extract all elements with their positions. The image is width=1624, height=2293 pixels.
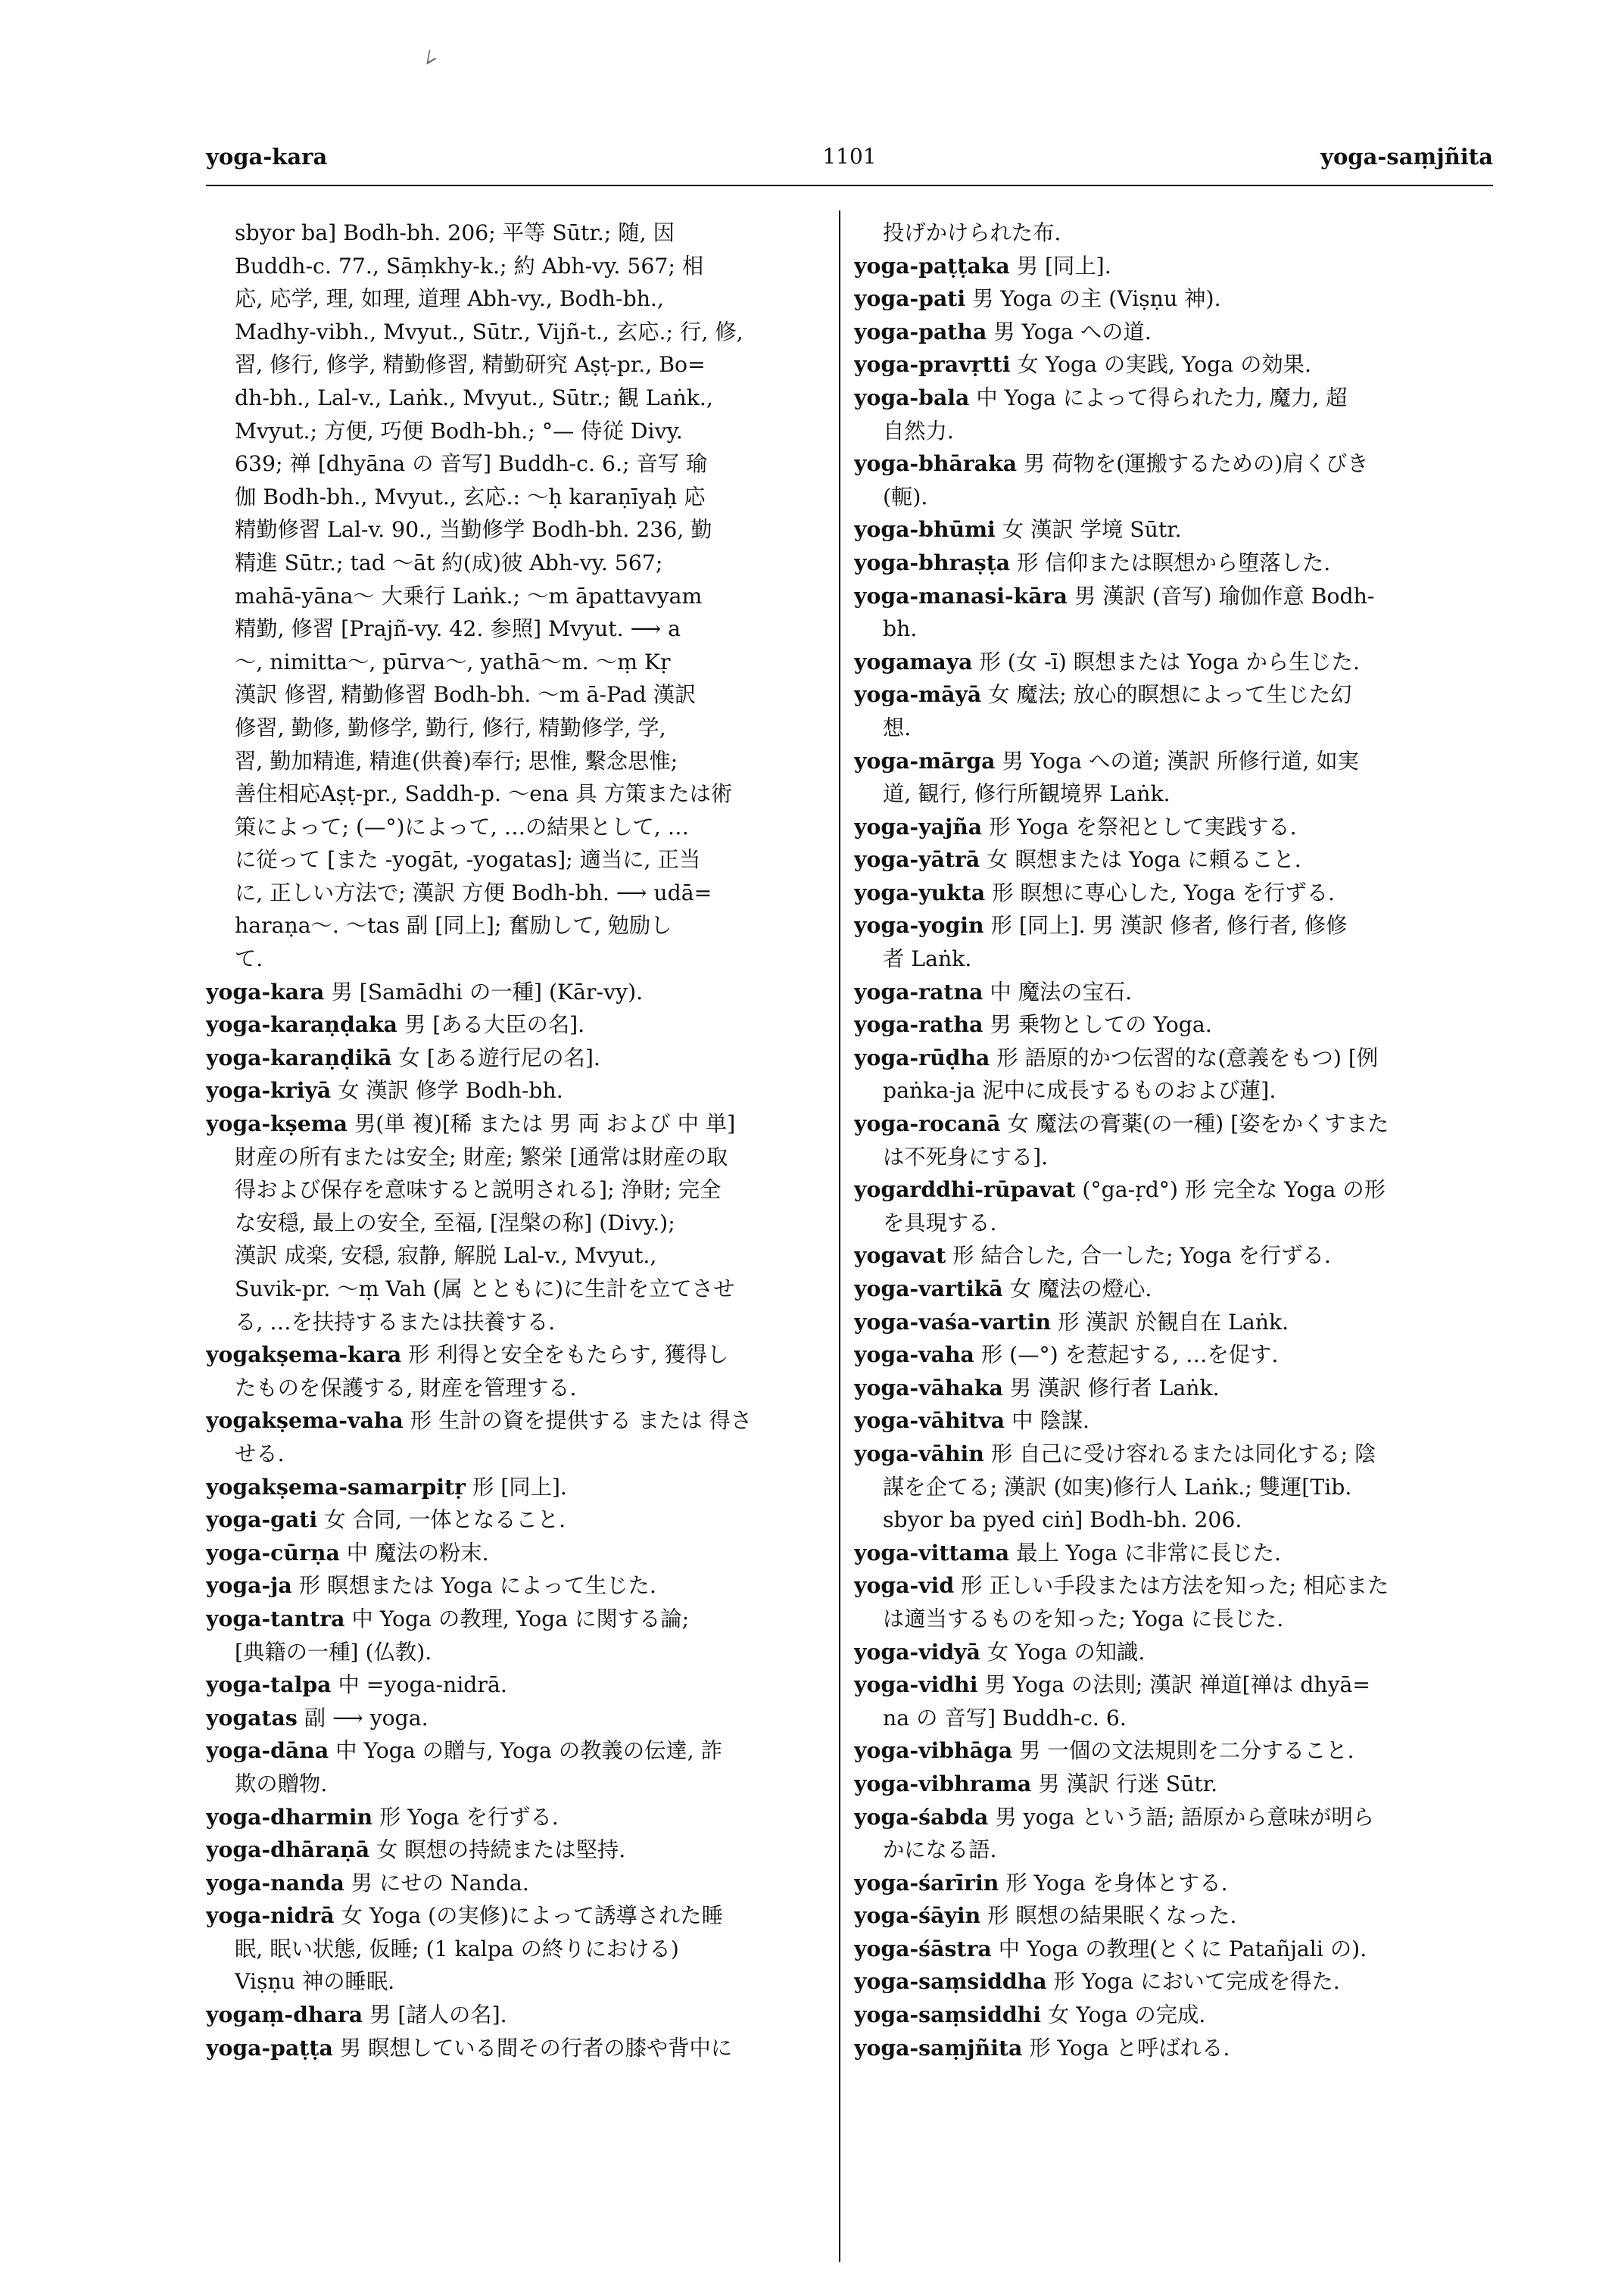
left-column [206, 217, 818, 2064]
entry-text: Madhy-vibh., Mvyut., Sūtr., Vijñ-t., 玄応.; 行, 修, [235, 319, 743, 344]
dictionary-line [854, 646, 1466, 679]
dictionary-line [854, 1768, 1466, 1801]
dictionary-line [206, 1965, 818, 1999]
entry-text: 中 =yoga-nidrā. [331, 1672, 507, 1698]
dictionary-line [854, 1833, 1466, 1867]
dictionary-line [206, 877, 818, 910]
headword: yoga-bala [854, 384, 970, 410]
headword: yoga-śāstra [854, 1935, 992, 1961]
headword: yoga-manasi-kāra [854, 582, 1068, 609]
headword: yogakṣema-kara [206, 1341, 402, 1368]
dictionary-line [854, 1239, 1466, 1273]
headword: yoga-saṃjñita [854, 2034, 1023, 2061]
headword: yoga-vidhi [854, 1671, 978, 1698]
entry-text: 副 ⟶ yoga. [297, 1705, 429, 1731]
dictionary-line [206, 250, 818, 283]
dictionary-line [854, 1306, 1466, 1339]
entry-text: 中 Yoga によって得られた力, 魔力, 超 [969, 385, 1348, 410]
entry-text: 形 信仰または瞑想から堕落した. [1010, 550, 1331, 575]
dictionary-line [206, 745, 818, 778]
dictionary-line [206, 1734, 818, 1768]
dictionary-line [854, 909, 1466, 942]
dictionary-line [854, 1668, 1466, 1702]
dictionary-line [206, 1569, 818, 1603]
entry-text: [典籍の一種] (仏教). [235, 1639, 432, 1665]
dictionary-line [854, 1503, 1466, 1537]
dictionary-line [854, 547, 1466, 580]
dictionary-line [854, 1603, 1466, 1636]
dictionary-line [206, 1108, 818, 1141]
dictionary-line [206, 1404, 818, 1438]
entry-text: 男 [諸人の名]. [363, 2002, 507, 2028]
dictionary-line [206, 1899, 818, 1933]
entry-text: 男 瞑想している間その行者の膝や背中に [332, 2035, 733, 2061]
headword: yoga-rūḍha [854, 1044, 990, 1070]
dictionary-line [206, 909, 818, 942]
dictionary-line [206, 712, 818, 745]
entry-text: 女 漢訳 修学 Bodh-bh. [331, 1078, 563, 1104]
entry-text: 男 [ある大臣の名]. [397, 1012, 585, 1038]
entry-text: 形 利得と安全をもたらす, 獲得し [401, 1342, 729, 1368]
dictionary-line [854, 1636, 1466, 1669]
entry-text: 男 [同上]. [1009, 253, 1111, 279]
entry-text: 修習, 勤修, 勤修学, 勤行, 修行, 精勤修学, 学, [235, 715, 666, 740]
entry-text: 中 Yoga の教理(とくに Patañjali の). [991, 1936, 1367, 1961]
dictionary-line [854, 1438, 1466, 1471]
dictionary-line [206, 316, 818, 349]
entry-text: 男 Yoga への道. [987, 319, 1152, 344]
dictionary-line [854, 1899, 1466, 1933]
headword: yogakṣema-vaha [206, 1407, 404, 1434]
dictionary-line [206, 678, 818, 712]
headword: yoga-śāyin [854, 1902, 981, 1929]
dictionary-line [206, 282, 818, 316]
entry-text: 策によって; (—°)によって, …の結果として, … [235, 814, 690, 840]
entry-text: 女 Yoga の完成. [1040, 2002, 1206, 2028]
dictionary-line [206, 646, 818, 679]
dictionary-line [206, 612, 818, 646]
entry-text: 習, 勤加精進, 精進(供養)奉行; 思惟, 繫念思惟; [235, 748, 678, 774]
dictionary-line [854, 2032, 1466, 2065]
entry-text: 女 Yoga の実践, Yoga の効果. [1010, 352, 1311, 378]
dictionary-line [854, 976, 1466, 1009]
dictionary-line [854, 877, 1466, 910]
entry-text: 形 Yoga と呼ばれる. [1022, 2035, 1230, 2061]
entry-text: 男 Yoga の法則; 漢訳 禅道[禅は dhyā= [977, 1672, 1371, 1698]
entry-text: 形 Yoga を行ずる. [372, 1804, 559, 1830]
headword: yoga-gati [206, 1506, 318, 1533]
dictionary-line [206, 1867, 818, 1900]
entry-text: に, 正しい方法で; 漢訳 方便 Bodh-bh. ⟶ udā= [235, 880, 712, 905]
dictionary-line [854, 415, 1466, 448]
dictionary-line [854, 745, 1466, 778]
entry-text: は不死身にする]. [883, 1144, 1049, 1170]
entry-text: sbyor ba pyed ciṅ] Bodh-bh. 206. [883, 1507, 1242, 1533]
entry-text: は適当するものを知った; Yoga に長じた. [883, 1606, 1284, 1631]
headword: yoga-kara [206, 978, 325, 1005]
entry-text: 形 自己に受け容れるまたは同化する; 陰 [983, 1441, 1376, 1466]
entry-text: (軛). [883, 484, 928, 509]
headword: yoga-paṭṭaka [854, 252, 1010, 279]
headword: yoga-ratha [854, 1011, 983, 1038]
entry-text: 男 漢訳 行迷 Sūtr. [1031, 1771, 1218, 1796]
dictionary-line [206, 1603, 818, 1636]
entry-text: 男 漢訳 (音写) 瑜伽作意 Bodh- [1067, 583, 1375, 609]
headword: yoga-vāhitva [854, 1407, 1005, 1434]
headword: yoga-kriyā [206, 1077, 332, 1104]
dictionary-line [854, 1404, 1466, 1438]
headword: yoga-vaśa-vartin [854, 1308, 1052, 1335]
entry-text: 形 Yoga を祭祀として実践する. [982, 814, 1297, 840]
entry-text: 女 魔法の膏薬(の一種) [姿をかくすまた [1000, 1111, 1389, 1137]
dictionary-line [206, 1801, 818, 1834]
dictionary-line [854, 1999, 1466, 2032]
dictionary-line [854, 481, 1466, 514]
dictionary-line [206, 513, 818, 547]
headword: yoga-yogin [854, 912, 984, 939]
dictionary-line [206, 447, 818, 481]
entry-text: 善住相応Aṣṭ-pr., Saddh-p. ～ena 具 方策または術 [235, 781, 733, 807]
dictionary-line [854, 447, 1466, 481]
entry-text: 眠, 眠い状態, 仮睡; (1 kalpa の終りにおける) [235, 1936, 679, 1961]
dictionary-line [206, 1668, 818, 1702]
entry-text: paṅka-ja 泥中に成長するものおよび蓮]. [883, 1078, 1276, 1104]
headword: yoga-śarīrin [854, 1869, 999, 1896]
entry-text: る, …を扶持するまたは扶養する. [235, 1309, 556, 1335]
entry-text: 639; 禅 [dhyāna の 音写] Buddh-c. 6.; 音写 瑜 [235, 451, 708, 477]
entry-text: 精勤修習 Lal-v. 90., 当勤修学 Bodh-bh. 236, 勤 [235, 517, 712, 543]
dictionary-line [206, 415, 818, 448]
dictionary-line [854, 1273, 1466, 1306]
entry-text: 形 正しい手段または方法を知った; 相応また [954, 1573, 1389, 1599]
entry-text: 最上 Yoga に非常に長じた. [1009, 1540, 1282, 1566]
entry-text: 精勤, 修習 [Prajñ-vy. 42. 参照] Mvyut. ⟶ a [235, 616, 681, 642]
dictionary-line [206, 1338, 818, 1372]
entry-text: 想. [883, 715, 912, 740]
headword: yoga-karaṇḍaka [206, 1011, 398, 1038]
dictionary-line [854, 1933, 1466, 1966]
headword: yoga-nidrā [206, 1902, 335, 1929]
entry-text: haraṇa～. ～tas 副 [同上]; 奮励して, 勉励し [235, 913, 672, 939]
dictionary-line [206, 1933, 818, 1966]
dictionary-line [206, 1636, 818, 1669]
headword: yoga-talpa [206, 1671, 332, 1698]
dictionary-line [206, 976, 818, 1009]
dictionary-line [206, 1833, 818, 1867]
dictionary-line [854, 1074, 1466, 1108]
dictionary-line [854, 1734, 1466, 1768]
headword: yoga-vid [854, 1572, 955, 1599]
headword: yogaṃ-dhara [206, 2002, 363, 2028]
entry-text: な安穏, 最上の安全, 至福, [涅槃の称] (Divy.); [235, 1210, 675, 1235]
dictionary-line [854, 217, 1466, 250]
header-left-guide-word: yoga-kara [206, 144, 328, 170]
dictionary-line [854, 678, 1466, 712]
dictionary-line [206, 481, 818, 514]
headword: yoga-bhāraka [854, 450, 1018, 477]
entry-text: 男 Yoga の主 (Viṣṇu 神). [965, 286, 1221, 312]
dictionary-line [206, 1008, 818, 1042]
headword: yoga-vaha [854, 1341, 974, 1368]
dictionary-line [854, 1372, 1466, 1405]
dictionary-line [206, 1207, 818, 1240]
headword: yoga-nanda [206, 1869, 344, 1896]
dictionary-line [206, 1537, 818, 1570]
dictionary-line [206, 1273, 818, 1306]
entry-text: 女 瞑想の持続または堅持. [369, 1837, 626, 1863]
dictionary-line [854, 282, 1466, 316]
headword: yoga-pati [854, 285, 966, 312]
headword: yoga-ja [206, 1572, 292, 1599]
column-divider [839, 210, 840, 2262]
entry-text: 形 漢訳 於観自在 Laṅk. [1051, 1309, 1289, 1335]
entry-text: 中 魔法の宝石. [983, 979, 1133, 1005]
dictionary-line [854, 1008, 1466, 1042]
headword: yoga-vāhaka [854, 1374, 1003, 1400]
pen-mark: ∠ [416, 44, 442, 73]
entry-text: 女 魔法の燈心. [1002, 1276, 1152, 1301]
dictionary-line [854, 1965, 1466, 1999]
entry-text: 形 (女 -ī) 瞑想または Yoga から生じた. [972, 649, 1360, 675]
header-right-guide-word: yoga-saṃjñita [1320, 144, 1493, 170]
headword: yogarddhi-rūpavat [854, 1176, 1076, 1203]
dictionary-line [206, 1306, 818, 1339]
headword: yoga-vittama [854, 1539, 1010, 1566]
entry-text: 形 瞑想の結果眠くなった. [980, 1903, 1237, 1929]
entry-text: 女 合同, 一体となること. [317, 1507, 566, 1533]
entry-text: dh-bh., Lal-v., Laṅk., Mvyut., Sūtr.; 観 Laṅk., [235, 385, 713, 410]
headword: yoga-vibhrama [854, 1770, 1032, 1796]
headword: yogakṣema-samarpitṛ [206, 1473, 466, 1500]
headword: yoga-saṃsiddha [854, 1968, 1047, 1995]
headword: yoga-dāna [206, 1737, 329, 1764]
dictionary-line [854, 1569, 1466, 1603]
entry-text: (°ga-ṛd°) 形 完全な Yoga の形 [1075, 1177, 1386, 1203]
entry-text: 男 yoga という語; 語原から意味が明ら [988, 1804, 1375, 1830]
entry-text: 男 [Samādhi の一種] (Kār-vy). [324, 979, 644, 1005]
dictionary-line [206, 1503, 818, 1537]
entry-text: 応, 応学, 理, 如理, 道理 Abh-vy., Bodh-bh., [235, 286, 664, 312]
headword: yogatas [206, 1704, 298, 1731]
header-rule [206, 185, 1493, 186]
entry-text: 男 荷物を(運搬するための)肩くびき [1017, 451, 1369, 477]
entry-text: 形 結合した, 合一した; Yoga を行ずる. [946, 1243, 1331, 1269]
entry-text: 形 Yoga を身体とする. [999, 1870, 1228, 1896]
dictionary-line [206, 217, 818, 250]
headword: yoga-rocanā [854, 1111, 1001, 1137]
entry-text: 男 にせの Nanda. [344, 1870, 529, 1896]
dictionary-line [206, 1239, 818, 1273]
dictionary-line [854, 513, 1466, 547]
entry-text: 形 語原的かつ伝習的な(意義をもつ) [例 [990, 1045, 1379, 1070]
dictionary-line [206, 1471, 818, 1504]
dictionary-line [854, 1537, 1466, 1570]
dictionary-line [206, 777, 818, 811]
entry-text: たものを保護する, 財産を管理する. [235, 1375, 577, 1400]
dictionary-line [206, 942, 818, 976]
entry-text: Mvyut.; 方便, 巧便 Bodh-bh.; °— 侍従 Divy. [235, 418, 683, 444]
entry-text: 道, 観行, 修行所観境界 Laṅk. [883, 781, 1170, 807]
dictionary-line [854, 612, 1466, 646]
dictionary-line [854, 942, 1466, 976]
dictionary-line [206, 811, 818, 844]
entry-text: 男 乗物としての Yoga. [983, 1012, 1212, 1038]
entry-text: 者 Laṅk. [883, 946, 972, 972]
dictionary-line [854, 1702, 1466, 1735]
entry-text: 形 [同上]. [465, 1474, 567, 1500]
entry-text: 男 一個の文法規則を二分すること. [1012, 1738, 1354, 1764]
entry-text: 中 Yoga の贈与, Yoga の教義の伝達, 詐 [329, 1738, 722, 1764]
dictionary-line [854, 316, 1466, 349]
dictionary-line [206, 547, 818, 580]
headword: yoga-bhraṣṭa [854, 549, 1011, 575]
dictionary-line [206, 1173, 818, 1207]
headword: yoga-dhāraṇā [206, 1837, 370, 1863]
entry-text: 投げかけられた布. [883, 220, 1061, 245]
headword: yoga-śabda [854, 1803, 989, 1830]
entry-text: 伽 Bodh-bh., Mvyut., 玄応.: ～ḥ karaṇīyaḥ 応 [235, 484, 706, 509]
dictionary-line [854, 712, 1466, 745]
headword: yoga-patha [854, 318, 987, 344]
entry-text: 女 [ある遊行尼の名]. [391, 1045, 600, 1070]
dictionary-line [854, 1338, 1466, 1372]
headword: yoga-tantra [206, 1605, 345, 1631]
headword: yoga-saṃsiddhi [854, 2002, 1041, 2028]
entry-text: 中 魔法の粉末. [339, 1540, 489, 1566]
entry-text: て. [235, 946, 263, 972]
headword: yoga-mārga [854, 747, 996, 774]
dictionary-line [854, 580, 1466, 613]
entry-text: 形 生計の資を提供する または 得さ [403, 1408, 753, 1434]
entry-text: mahā-yāna～ 大乗行 Laṅk.; ～m āpattavyam [235, 583, 703, 609]
entry-text: 漢訳 成楽, 安穏, 寂静, 解脱 Lal-v., Mvyut., [235, 1243, 657, 1269]
dictionary-line [854, 1042, 1466, 1075]
entry-text: 精進 Sūtr.; tad ～āt 約(成)彼 Abh-vy. 567; [235, 550, 663, 575]
entry-text: 女 瞑想または Yoga に頼ること. [980, 847, 1301, 873]
dictionary-line [206, 1438, 818, 1471]
headword: yogamaya [854, 648, 973, 675]
dictionary-line [854, 1141, 1466, 1174]
entry-text: 男 Yoga への道; 漢訳 所修行道, 如実 [995, 748, 1359, 774]
headword: yoga-māyā [854, 681, 982, 708]
dictionary-line [854, 382, 1466, 415]
dictionary-line [854, 843, 1466, 877]
dictionary-line [206, 348, 818, 382]
entry-text: に従って [また -yogāt, -yogatas]; 適当に, 正当 [235, 847, 701, 873]
entry-text: 形 [同上]. 男 漢訳 修者, 修行者, 修修 [983, 913, 1348, 939]
headword: yoga-paṭṭa [206, 2034, 333, 2061]
entry-text: 女 魔法; 放心的瞑想によって生じた幻 [981, 682, 1352, 708]
dictionary-line [206, 1702, 818, 1735]
headword: yoga-vibhāga [854, 1737, 1013, 1764]
headword: yogavat [854, 1242, 946, 1269]
dictionary-line [854, 1867, 1466, 1900]
dictionary-line [206, 1999, 818, 2032]
entry-text: 男 漢訳 修行者 Laṅk. [1002, 1375, 1220, 1400]
headword: yoga-yajña [854, 813, 983, 840]
entry-text: 中 陰謀. [1005, 1408, 1090, 1434]
dictionary-line [206, 843, 818, 877]
page-header [206, 144, 1493, 174]
headword: yoga-cūrṇa [206, 1539, 340, 1566]
entry-text: Viṣṇu 神の睡眠. [235, 1969, 395, 1995]
dictionary-line [206, 1074, 818, 1108]
dictionary-line [854, 250, 1466, 283]
dictionary-line [206, 1141, 818, 1174]
headword: yoga-vāhin [854, 1440, 984, 1466]
headword: yoga-vidyā [854, 1638, 980, 1665]
headword: yoga-ratna [854, 978, 983, 1005]
dictionary-line [206, 2032, 818, 2065]
dictionary-line [854, 1801, 1466, 1834]
entry-text: を具現する. [883, 1210, 997, 1235]
dictionary-line [854, 1471, 1466, 1504]
page-number: 1101 [822, 144, 877, 169]
entry-text: 習, 修行, 修学, 精勤修習, 精勤研究 Aṣṭ-pr., Bo= [235, 352, 706, 378]
entry-text: 形 瞑想または Yoga によって生じた. [291, 1573, 656, 1599]
entry-text: na の 音写] Buddh-c. 6. [883, 1705, 1127, 1731]
entry-text: 女 Yoga (の実修)によって誘導された睡 [334, 1903, 724, 1929]
entry-text: 謀を企てる; 漢訳 (如実)修行人 Laṅk.; 雙運[Tib. [883, 1474, 1352, 1500]
headword: yoga-kṣema [206, 1111, 348, 1137]
entry-text: 形 (—°) を惹起する, …を促す. [974, 1342, 1279, 1368]
entry-text: 形 Yoga において完成を得た. [1046, 1969, 1340, 1995]
dictionary-line [206, 1372, 818, 1405]
entry-text: bh. [883, 616, 918, 642]
entry-text: かになる語. [883, 1837, 997, 1863]
dictionary-line [206, 580, 818, 613]
headword: yoga-karaṇḍikā [206, 1044, 392, 1070]
entry-text: 形 瞑想に専心した, Yoga を行ずる. [985, 880, 1335, 905]
dictionary-line [854, 777, 1466, 811]
entry-text: 漢訳 修習, 精勤修習 Bodh-bh. ～m ā-Pad 漢訳 [235, 682, 697, 708]
entry-text: 女 Yoga の知識. [980, 1639, 1146, 1665]
headword: yoga-yātrā [854, 846, 980, 873]
headword: yoga-dharmin [206, 1803, 373, 1830]
headword: yoga-vartikā [854, 1276, 1003, 1301]
entry-text: 得および保存を意味すると説明される]; 浄財; 完全 [235, 1177, 722, 1203]
entry-text: Buddh-c. 77., Sāṃkhy-k.; 約 Abh-vy. 567; 相 [235, 253, 704, 279]
dictionary-line [206, 1768, 818, 1801]
entry-text: 欺の贈物. [235, 1771, 328, 1796]
entry-text: Suvik-pr. ～ṃ Vah (属 とともに)に生計を立てさせ [235, 1276, 735, 1301]
entry-text: 自然力. [883, 418, 954, 444]
entry-text: せる. [235, 1441, 285, 1466]
headword: yoga-yukta [854, 879, 986, 905]
dictionary-line [854, 1173, 1466, 1207]
entry-text: ～, nimitta～, pūrva～, yathā～m. ～ṃ Kṛ [235, 649, 671, 675]
right-column [854, 217, 1466, 2064]
entry-text: sbyor ba] Bodh-bh. 206; 平等 Sūtr.; 随, 因 [235, 220, 675, 245]
dictionary-line [854, 348, 1466, 382]
headword: yoga-pravṛtti [854, 351, 1011, 378]
entry-text: 中 Yoga の教理, Yoga に関する論; [344, 1606, 690, 1631]
dictionary-line [206, 1042, 818, 1075]
dictionary-line [206, 382, 818, 415]
dictionary-line [854, 1207, 1466, 1240]
entry-text: 男(単 複)[稀 または 男 両 および 中 単] [348, 1111, 736, 1137]
entry-text: 女 漢訳 学境 Sūtr. [995, 517, 1182, 543]
dictionary-line [854, 1108, 1466, 1141]
dictionary-line [854, 811, 1466, 844]
entry-text: 財産の所有または安全; 財産; 繁栄 [通常は財産の取 [235, 1144, 728, 1170]
headword: yoga-bhūmi [854, 516, 996, 543]
